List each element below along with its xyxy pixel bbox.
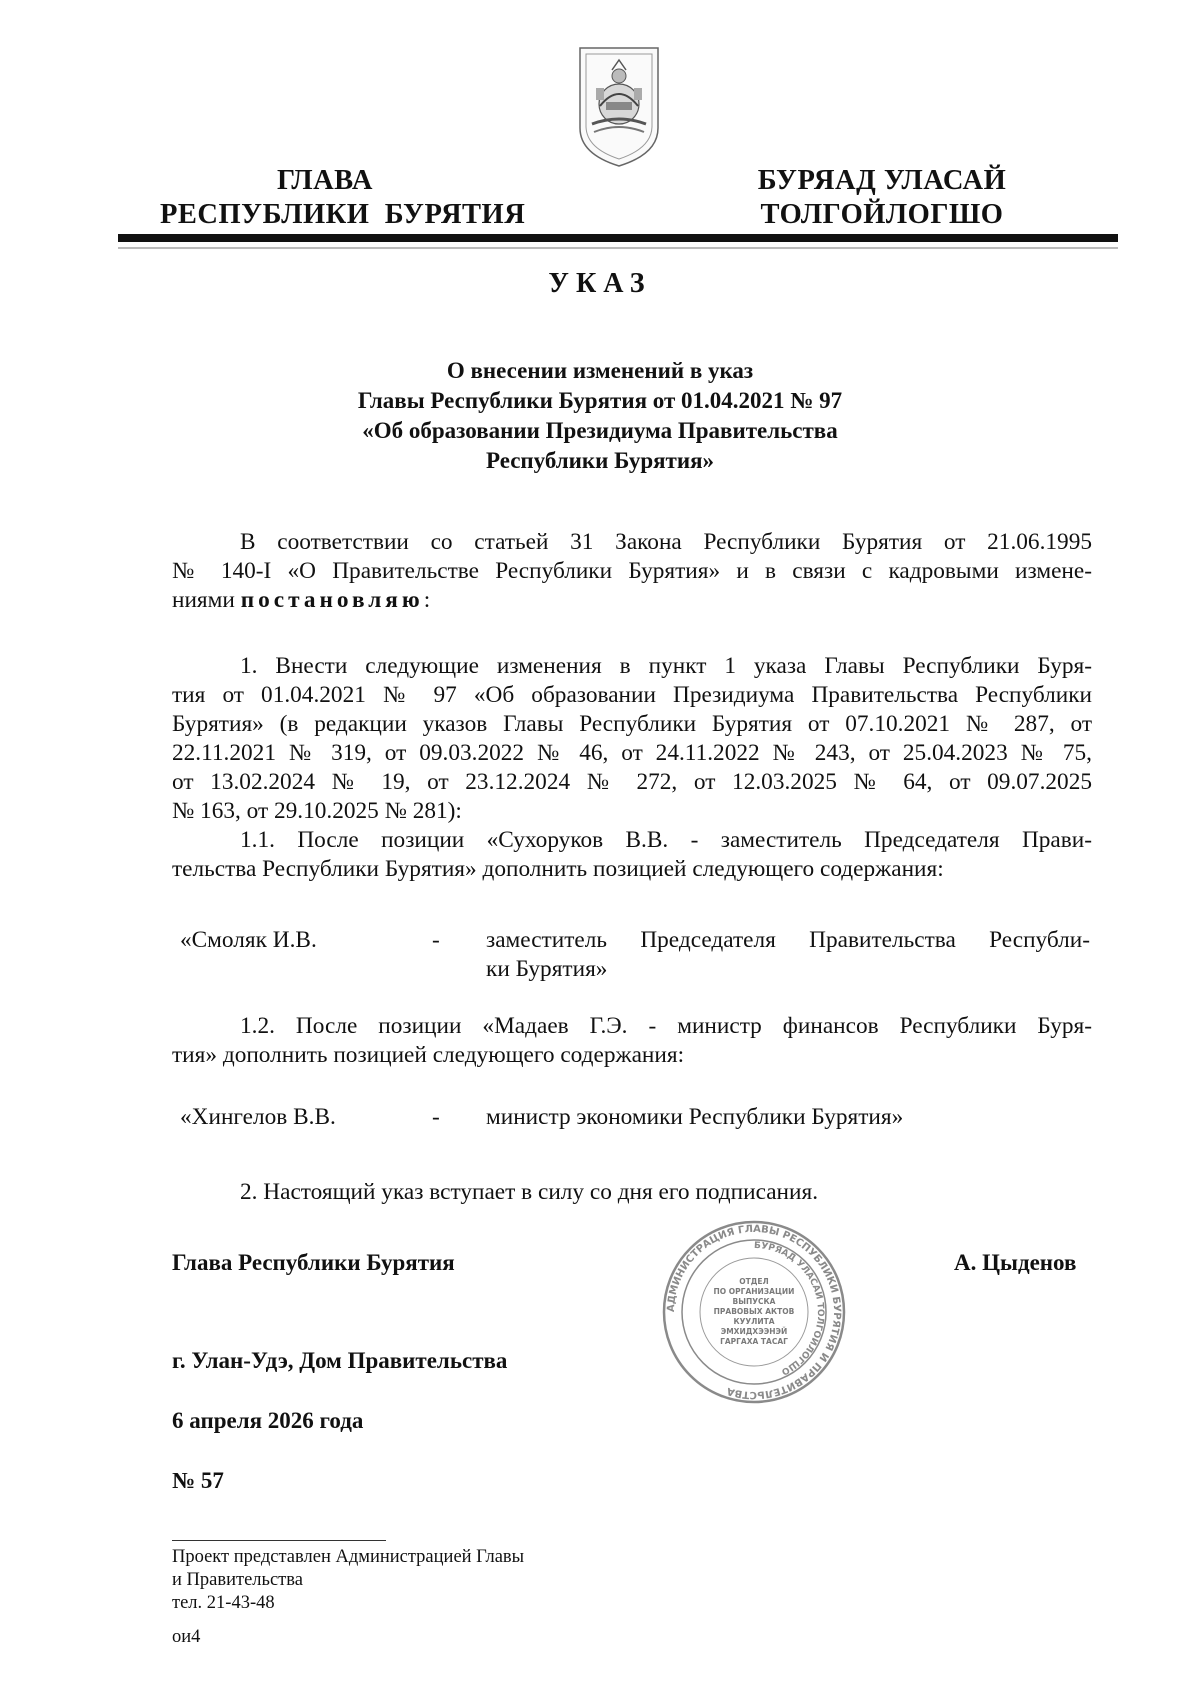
- preamble-last-line: [172, 586, 1092, 615]
- header-left-line1: ГЛАВА: [277, 165, 373, 196]
- item-2: 2. Настоящий указ вступает в силу со дня его подписания.: [240, 1179, 819, 1205]
- preamble-prefix: ниями: [172, 587, 241, 613]
- decree-number: № 57: [172, 1468, 224, 1493]
- stamp-center-line: ПО ОРГАНИЗАЦИИ: [713, 1287, 795, 1296]
- item-1-line: 22.11.2021 № 319, от 09.03.2022 № 46, от 24.11.2022 № 243, от 25.04.2023 № 75,: [172, 740, 1092, 766]
- item-1-line: Бурятия» (в редакции указов Главы Республики Бурятия от 07.10.2021 № 287, от: [172, 711, 1092, 737]
- position-1-name: «Смоляк И.В.: [180, 927, 317, 953]
- position-1-desc-line: заместитель Председателя Правительства Республи-: [486, 927, 1090, 953]
- document-subject: [200, 356, 1000, 476]
- issue-date: 6 апреля 2026 года: [172, 1408, 364, 1433]
- stamp-center-line: КУУЛИТА: [733, 1317, 775, 1326]
- subject-line: О внесении изменений в указ: [446, 358, 754, 383]
- header-right: [732, 164, 1032, 232]
- position-1-desc: [486, 926, 1090, 984]
- header-rule-thin: [118, 247, 1118, 249]
- stamp-ring-text: АДМИНИСТРАЦИЯ ГЛАВЫ РЕСПУБЛИКИ БУРЯТИЯ И ПРАВИТЕЛЬСТВА: [665, 1223, 843, 1401]
- position-2-dash: -: [432, 1104, 440, 1130]
- item-1-1-line: 1.1. После позиции «Сухоруков В.В. - заместитель Председателя Прави-: [240, 827, 1092, 853]
- item-1-line: от 13.02.2024 № 19, от 23.12.2024 № 272, от 12.03.2025 № 64, от 09.07.2025: [172, 769, 1092, 795]
- subject-line: Главы Республики Бурятия от 01.04.2021 № 97: [357, 388, 843, 413]
- header-right-line1: БУРЯАД УЛАСАЙ: [757, 165, 1007, 196]
- item-1-2: [172, 1012, 1092, 1070]
- item-1-line: тия от 01.04.2021 № 97 «Об образовании Президиума Правительства Республики: [172, 682, 1092, 708]
- header-left: [160, 164, 526, 232]
- stamp-center-line: ГАРГАХА ТАСАГ: [720, 1337, 788, 1346]
- signature-name: А. Цыденов: [954, 1250, 1077, 1275]
- position-2-desc: министр экономики Республики Бурятия»: [486, 1104, 904, 1130]
- stamp-seal-icon: [660, 1218, 848, 1406]
- preamble-suffix: :: [423, 587, 431, 613]
- subject-line: Республики Бурятия»: [485, 448, 715, 473]
- footer-code: ои4: [172, 1627, 201, 1647]
- footer-rule: [172, 1540, 386, 1541]
- preamble-line: № 140-I «О Правительстве Республики Бурятия» и в связи с кадровыми измене-: [172, 558, 1092, 584]
- position-2-name: «Хингелов В.В.: [180, 1104, 336, 1130]
- signature-title: Глава Республики Бурятия: [172, 1250, 455, 1275]
- preamble-line: В соответствии со статьей 31 Закона Республики Бурятия от 21.06.1995: [240, 529, 1092, 555]
- header-left-line2: РЕСПУБЛИКИ БУРЯТИЯ: [160, 199, 526, 230]
- issue-place: г. Улан-Удэ, Дом Правительства: [172, 1348, 508, 1373]
- item-1-2-last-line: тия» дополнить позицией следующего содержания:: [172, 1042, 685, 1068]
- stamp-center-line: ВЫПУСКА: [732, 1297, 776, 1306]
- item-1-1: [172, 826, 1092, 884]
- header-rule-thick: [118, 234, 1118, 242]
- footer-note: [172, 1546, 524, 1615]
- item-1-2-line: 1.2. После позиции «Мадаев Г.Э. - министр финансов Республики Буря-: [240, 1013, 1092, 1039]
- stamp-center-line: ПРАВОВЫХ АКТОВ: [713, 1307, 795, 1316]
- document-title: УКАЗ: [548, 268, 652, 299]
- decree-word: постановляю: [240, 587, 424, 613]
- footer-line: Проект представлен Администрацией Главы: [172, 1547, 525, 1567]
- item-1: [172, 652, 1092, 826]
- preamble-paragraph: [172, 528, 1092, 615]
- footer-line: и Правительства: [172, 1570, 303, 1590]
- item-1-line: 1. Внести следующие изменения в пункт 1 указа Главы Республики Буря-: [240, 653, 1092, 679]
- stamp-center-line: ЭМХИДХЭЭНЭЙ: [720, 1327, 788, 1336]
- coat-of-arms-emblem: [576, 42, 662, 170]
- header-right-line2: ТОЛГОЙЛОГШО: [760, 199, 1004, 230]
- position-1-dash: -: [432, 927, 440, 953]
- official-stamp: [660, 1218, 848, 1406]
- emblem-icon: [576, 42, 662, 170]
- stamp-center-line: ОТДЕЛ: [739, 1277, 769, 1286]
- stamp-ring-inner-text: БУРЯАД УЛАСАЙ ТОЛГОЙЛОГШО: [753, 1240, 826, 1377]
- position-1-desc-line: ки Бурятия»: [486, 956, 608, 982]
- item-1-last-line: № 163, от 29.10.2025 № 281):: [172, 798, 462, 824]
- footer-line: тел. 21-43-48: [172, 1593, 275, 1613]
- item-1-1-last-line: тельства Республики Бурятия» дополнить позицией следующего содержания:: [172, 856, 944, 882]
- subject-line: «Об образовании Президиума Правительства: [362, 418, 838, 443]
